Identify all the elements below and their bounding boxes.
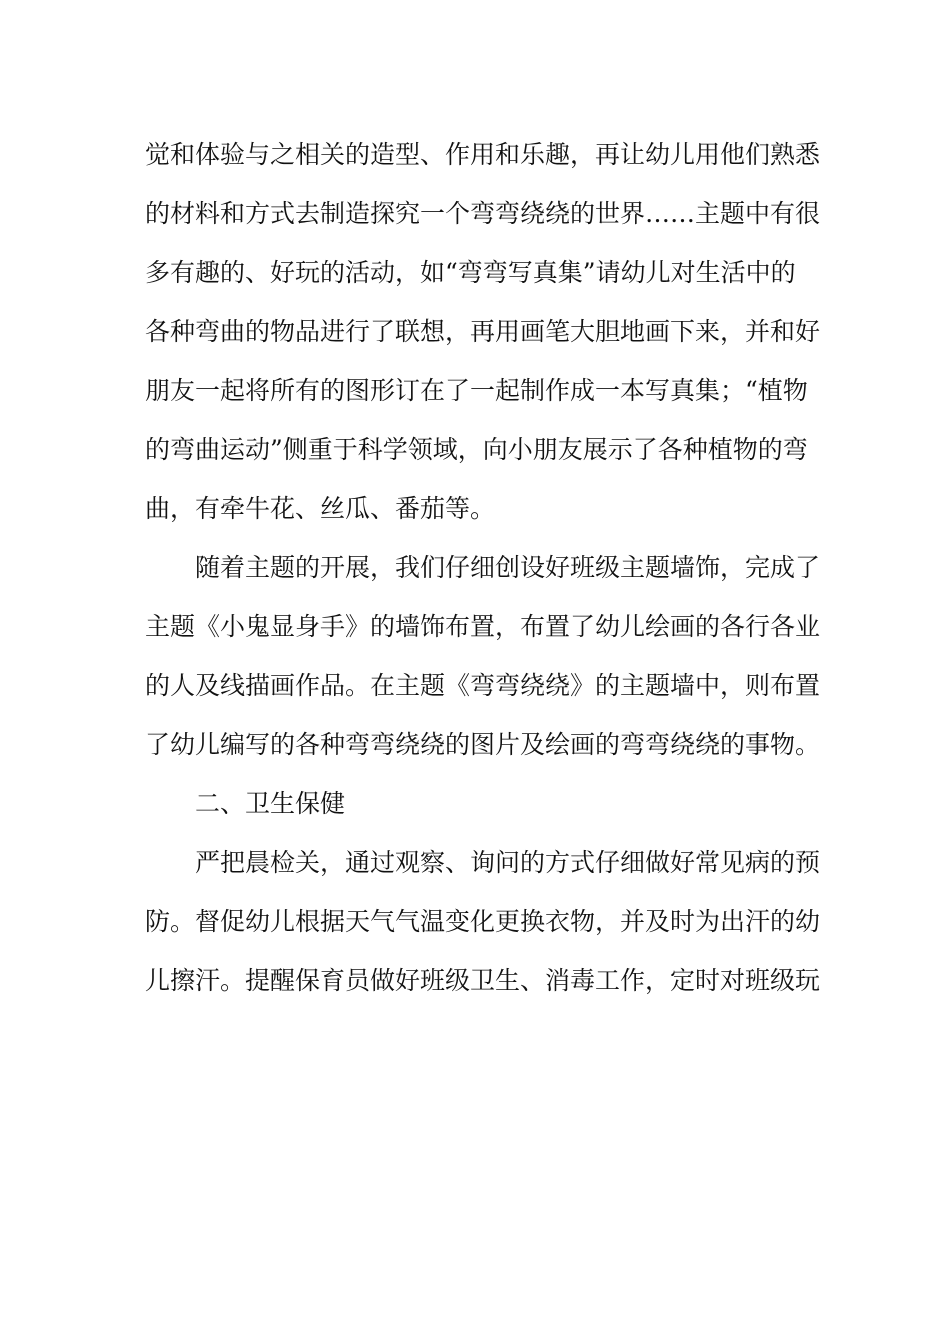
text-line: 多有趣的、好玩的活动，如“弯弯写真集”请幼儿对生活中的: [145, 258, 796, 287]
text-line: 的人及线描画作品。在主题《弯弯绕绕》的主题墙中，则布置: [145, 671, 821, 700]
text-line: 儿擦汗。提醒保育员做好班级卫生、消毒工作，定时对班级玩: [145, 966, 821, 995]
text-line: 觉和体验与之相关的造型、作用和乐趣，再让幼儿用他们熟悉: [145, 140, 821, 169]
text-line: 各种弯曲的物品进行了联想，再用画笔大胆地画下来，并和好: [145, 317, 821, 346]
section-heading: 二、卫生保健: [195, 789, 346, 818]
text-line: 了幼儿编写的各种弯弯绕绕的图片及绘画的弯弯绕绕的事物。: [145, 730, 821, 759]
paragraph-start-line: 随着主题的开展，我们仔细创设好班级主题墙饰，完成了: [195, 553, 821, 582]
text-line: 曲，有牵牛花、丝瓜、番茄等。: [145, 494, 496, 523]
text-line: 朋友一起将所有的图形订在了一起制作成一本写真集；“植物: [145, 376, 808, 405]
body-text: [145, 125, 825, 1010]
text-line: 的弯曲运动”侧重于科学领域，向小朋友展示了各种植物的弯: [145, 435, 808, 464]
text-line: 主题《小鬼显身手》的墙饰布置，布置了幼儿绘画的各行各业: [145, 612, 821, 641]
paragraph-start-line: 严把晨检关，通过观察、询问的方式仔细做好常见病的预: [195, 848, 821, 877]
text-line: 的材料和方式去制造探究一个弯弯绕绕的世界……主题中有很: [145, 199, 821, 228]
text-line: 防。督促幼儿根据天气气温变化更换衣物，并及时为出汗的幼: [145, 907, 821, 936]
